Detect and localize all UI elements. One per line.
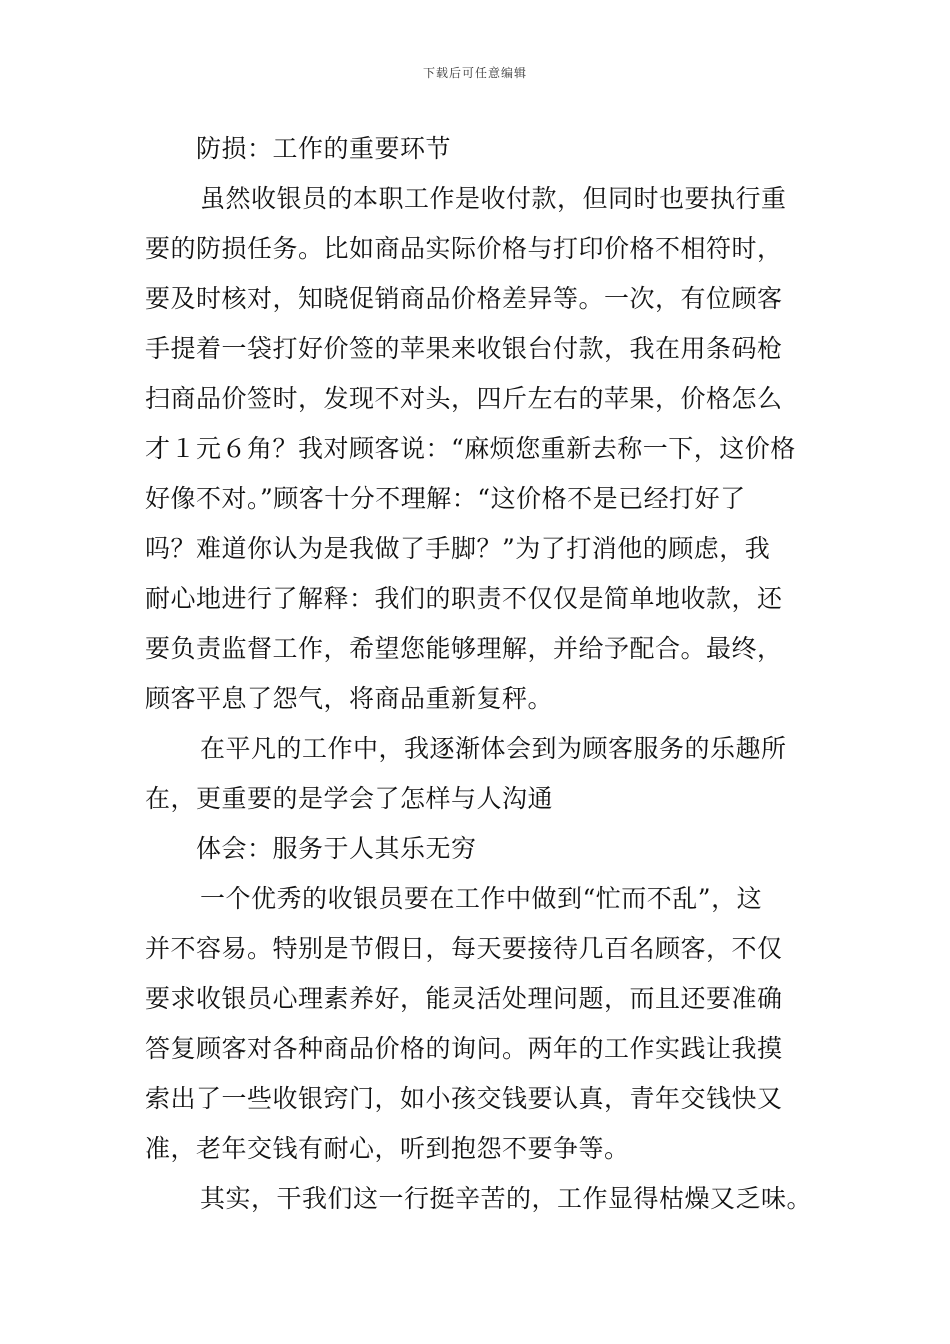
paragraph-line: 准，老年交钱有耐心，听到抱怨不要争等。 — [145, 1134, 630, 1163]
paragraph-line: 并不容易。特别是节假日，每天要接待几百名顾客，不仅 — [145, 934, 783, 963]
paragraph-line: 在，更重要的是学会了怎样与人沟通 — [145, 784, 554, 813]
paragraph-line: 要负责监督工作，希望您能够理解，并给予配合。最终， — [145, 634, 783, 663]
paragraph-line: 在平凡的工作中，我逐渐体会到为顾客服务的乐趣所 — [200, 734, 787, 763]
paragraph-line: 答复顾客对各种商品价格的询问。两年的工作实践让我摸 — [145, 1034, 783, 1063]
paragraph-line: 要及时核对，知晓促销商品价格差异等。一次，有位顾客 — [145, 284, 783, 313]
paragraph-line: 一个优秀的收银员要在工作中做到“忙而不乱”，这 — [200, 884, 763, 913]
paragraph-line: 才１元６角？我对顾客说：“麻烦您重新去称一下，这价格 — [145, 434, 796, 463]
paragraph-line: 手提着一袋打好价签的苹果来收银台付款，我在用条码枪 — [145, 334, 783, 363]
paragraph-line: 顾客平息了怨气，将商品重新复秤。 — [145, 684, 554, 713]
paragraph-line: 扫商品价签时，发现不对头，四斤左右的苹果，价格怎么 — [145, 384, 783, 413]
paragraph-line: 要的防损任务。比如商品实际价格与打印价格不相符时， — [145, 234, 783, 263]
paragraph-line: 耐心地进行了解释：我们的职责不仅仅是简单地收款，还 — [145, 584, 783, 613]
paragraph-line: 虽然收银员的本职工作是收付款，但同时也要执行重 — [200, 184, 787, 213]
paragraph-line: 索出了一些收银窍门，如小孩交钱要认真，青年交钱快又 — [145, 1084, 783, 1113]
paragraph-line: 要求收银员心理素养好，能灵活处理问题，而且还要准确 — [145, 984, 783, 1013]
section-heading-experience: 体会：服务于人其乐无穷 — [196, 834, 477, 863]
paragraph-line: 吗？难道你认为是我做了手脚？”为了打消他的顾虑，我 — [145, 534, 771, 563]
section-heading-loss-prevention: 防损：工作的重要环节 — [196, 134, 452, 163]
paragraph-line: 其实，干我们这一行挺辛苦的，工作显得枯燥又乏味。 — [200, 1184, 813, 1213]
paragraph-line: 好像不对。”顾客十分不理解：“这价格不是已经打好了 — [145, 484, 746, 513]
page-header-note: 下载后可任意编辑 — [422, 66, 527, 80]
